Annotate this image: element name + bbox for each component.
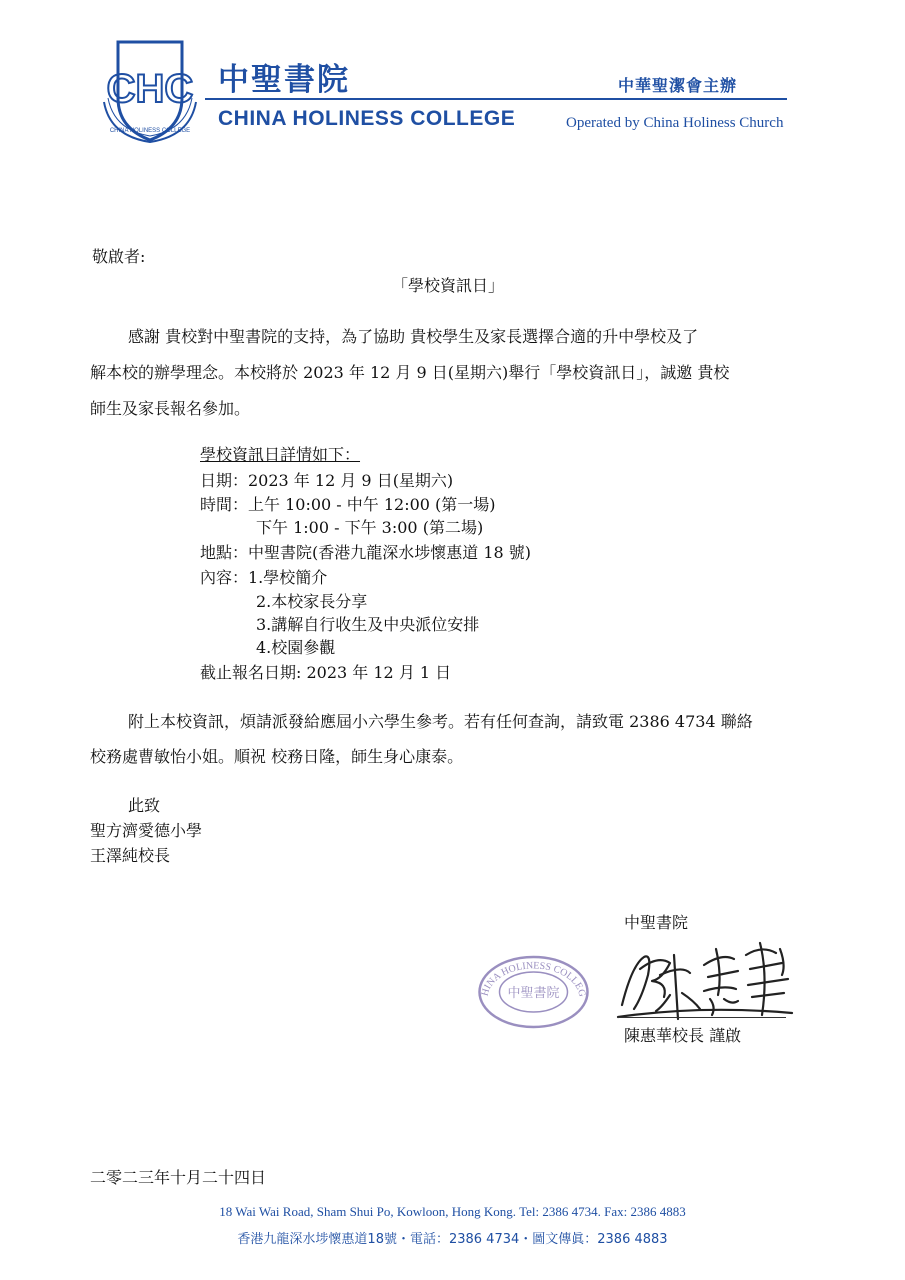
recipient-school: 聖方濟愛德小學 [90,821,203,840]
detail-deadline: 截止報名日期: 2023 年 12 月 1 日 [200,663,452,682]
svg-text:CHINA HOLINESS COLLEGE: HINA HOLINESS COLLEG [479,960,588,998]
signature-line [618,1017,786,1018]
salutation: 敬啟者: [92,247,146,266]
svg-text:CHINA HOLINESS COLLEGE: CHINA HOLINESS COLLEGE [109,128,191,134]
school-logo [100,36,200,144]
footer-address-cn: 香港九龍深水埗懷惠道18號・電話：2386 4734・圖文傳眞：2386 4883 [237,1232,668,1247]
detail-date: 日期：2023 年 12 月 9 日(星期六) [200,471,454,490]
svg-text:CHC: CHC [106,67,194,111]
operated-by-cn: 中華聖潔會主辦 [618,76,738,95]
svg-text:中聖書院: 中聖書院 [507,986,560,1001]
detail-content-item: 內容：1.學校簡介 [200,568,328,587]
detail-content-item: 2.本校家長分享 [256,592,368,611]
detail-content-item: 4.校園參觀 [256,638,336,657]
letter-date: 二零二三年十月二十四日 [90,1168,267,1187]
operated-by-en: Operated by China Holiness Church [566,115,784,131]
detail-venue: 地點：中聖書院(香港九龍深水埗懷惠道 18 號) [200,543,532,562]
letter-heading: 「學校資訊日」 [392,276,505,295]
details-title: 學校資訊日詳情如下： [200,445,361,464]
handwritten-signature [612,935,797,1023]
school-name-cn: 中聖書院 [218,62,350,98]
paragraph-1-line: 師生及家長報名參加。 [90,399,251,418]
closing: 此致 [128,796,161,815]
school-name-en: CHINA HOLINESS COLLEGE [218,107,516,130]
paragraph-1-line: 感謝 貴校對中聖書院的支持，為了協助 貴校學生及家長選擇合適的升中學校及了 [128,327,699,346]
sender-school: 中聖書院 [624,913,689,932]
paragraph-2-line: 校務處曹敏怡小姐。順祝 校務日隆，師生身心康泰。 [90,747,464,766]
footer-address-en: 18 Wai Wai Road, Sham Shui Po, Kowloon, Hong Kong. Tel: 2386 4734. Fax: 2386 4883 [219,1204,686,1219]
letterhead-divider [205,98,787,100]
signer-name: 陳惠華校長 謹啟 [624,1026,742,1045]
paragraph-2-line: 附上本校資訊，煩請派發給應屆小六學生參考。若有任何查詢，請致電 2386 4734 聯絡 [128,712,753,731]
detail-content-item: 3.講解自行收生及中央派位安排 [256,615,480,634]
school-seal-stamp [476,954,591,1030]
detail-time-session-1: 時間：上午 10:00 - 中午 12:00 (第一場) [200,495,496,514]
recipient-principal: 王澤純校長 [90,846,171,865]
detail-time-session-2: 下午 1:00 - 下午 3:00 (第二場) [256,518,484,537]
paragraph-1-line: 解本校的辦學理念。本校將於 2023 年 12 月 9 日(星期六)舉行「學校資訊日」，誠邀 貴校 [90,363,730,382]
